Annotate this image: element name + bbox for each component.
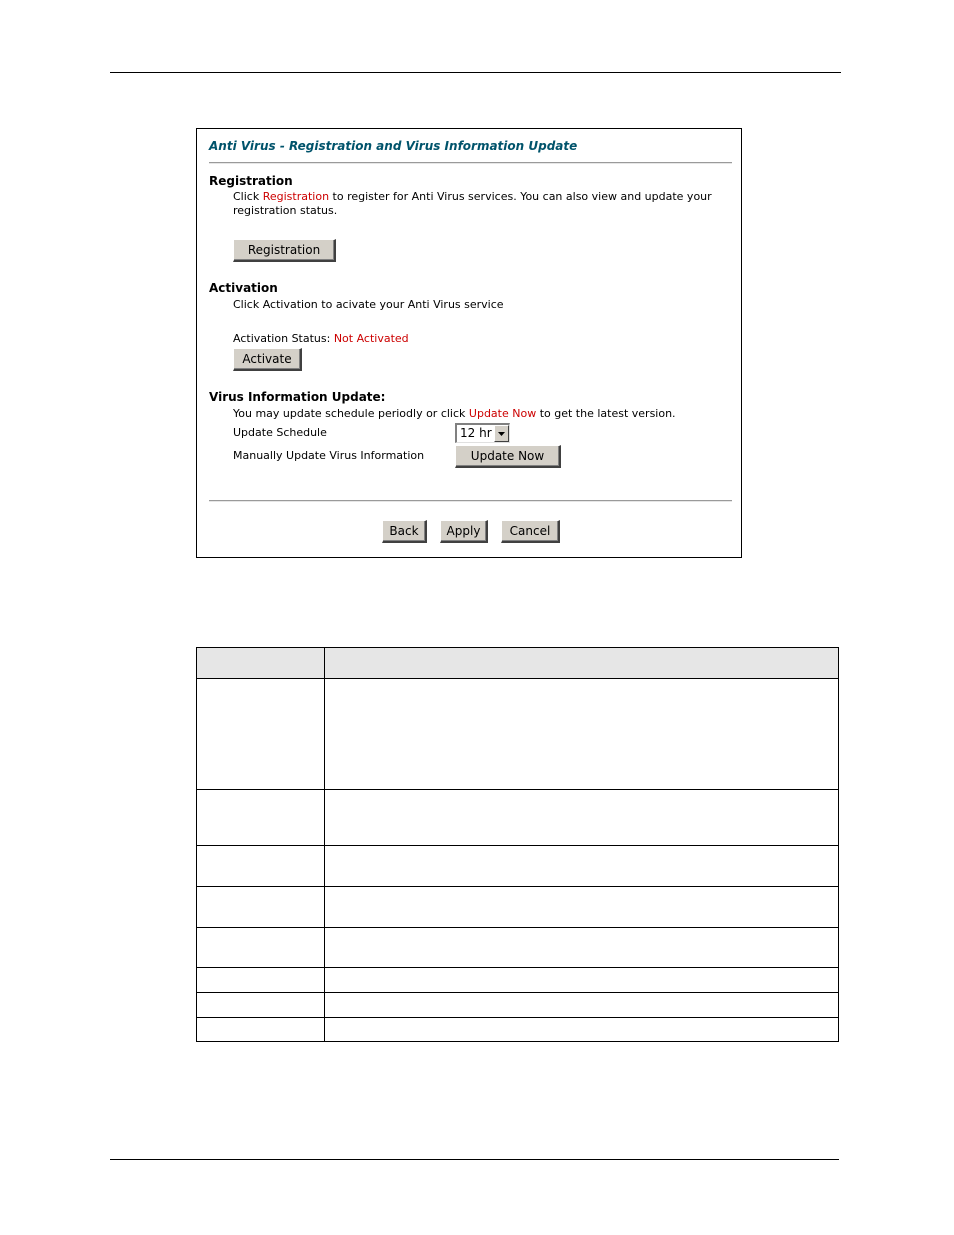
virus-update-text-prefix: You may update schedule periodly or click xyxy=(233,407,469,420)
table-row xyxy=(197,968,839,993)
update-now-link[interactable]: Update Now xyxy=(468,407,537,420)
table-row xyxy=(197,790,839,846)
table-cell xyxy=(325,1018,839,1042)
activation-status xyxy=(233,332,409,345)
table-cell xyxy=(325,790,839,846)
chevron-down-icon[interactable] xyxy=(494,425,509,442)
table-cell xyxy=(197,887,325,928)
table-cell xyxy=(197,928,325,968)
table-cell xyxy=(325,968,839,993)
virus-update-text-suffix: to get the latest version. xyxy=(536,407,676,420)
update-schedule-label: Update Schedule xyxy=(233,426,327,439)
table-cell xyxy=(197,968,325,993)
table-row xyxy=(197,679,839,790)
manual-update-label: Manually Update Virus Information xyxy=(233,449,425,462)
registration-button[interactable]: Registration xyxy=(233,239,336,262)
table-cell xyxy=(197,1018,325,1042)
table-cell xyxy=(197,790,325,846)
table-cell xyxy=(325,928,839,968)
activation-status-label: Activation Status: xyxy=(233,332,334,345)
update-now-button[interactable]: Update Now xyxy=(455,445,561,468)
back-button[interactable]: Back xyxy=(382,520,427,543)
table-header-cell xyxy=(197,648,325,679)
activate-button[interactable]: Activate xyxy=(233,348,302,371)
table-row xyxy=(197,928,839,968)
apply-button[interactable]: Apply xyxy=(440,520,488,543)
page-bottom-rule xyxy=(110,1159,839,1160)
cancel-button[interactable]: Cancel xyxy=(501,520,560,543)
title-divider xyxy=(209,162,732,164)
virus-update-description xyxy=(233,407,676,420)
anti-virus-panel xyxy=(196,128,742,558)
table-cell xyxy=(325,993,839,1018)
table-row xyxy=(197,887,839,928)
page-top-rule xyxy=(110,72,841,73)
table-cell xyxy=(325,887,839,928)
registration-text-prefix: Click xyxy=(233,190,263,203)
activation-status-value: Not Activated xyxy=(333,332,409,345)
activation-description: Click Activation to acivate your Anti Virus service xyxy=(233,298,504,311)
footer-divider xyxy=(209,500,732,502)
activation-heading: Activation xyxy=(209,281,278,295)
registration-description-line2: registration status. xyxy=(233,204,338,217)
registration-link[interactable]: Registration xyxy=(262,190,330,203)
table-cell xyxy=(325,679,839,790)
update-schedule-value: 12 hr xyxy=(460,426,492,440)
table-header-cell xyxy=(325,648,839,679)
table-cell xyxy=(197,846,325,887)
table-header-row xyxy=(197,648,839,679)
update-schedule-select[interactable] xyxy=(455,423,510,443)
panel-title: Anti Virus - Registration and Virus Information Update xyxy=(209,139,578,153)
registration-description xyxy=(233,190,712,203)
virus-update-heading: Virus Information Update: xyxy=(209,390,386,404)
table-cell xyxy=(325,846,839,887)
table-cell xyxy=(197,993,325,1018)
table-row xyxy=(197,993,839,1018)
registration-text-suffix: to register for Anti Virus services. You can also view and update your xyxy=(329,190,712,203)
field-description-table xyxy=(196,647,839,1042)
registration-heading: Registration xyxy=(209,174,293,188)
table-row xyxy=(197,846,839,887)
table-row xyxy=(197,1018,839,1042)
table-cell xyxy=(197,679,325,790)
